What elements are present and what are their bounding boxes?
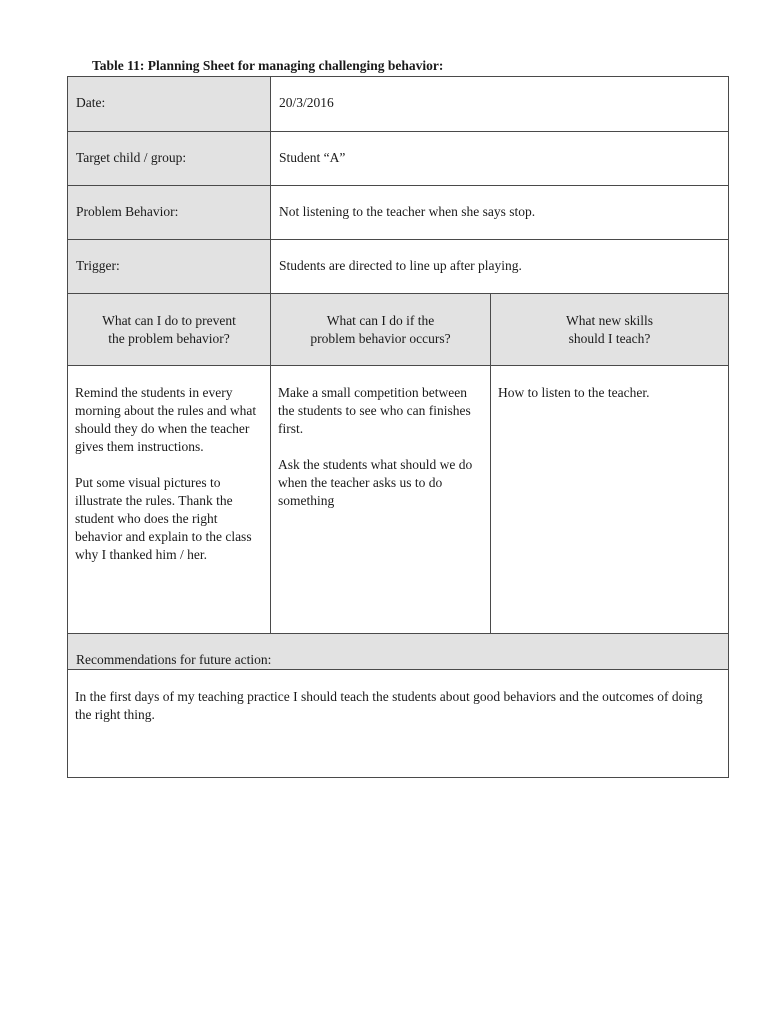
question-occurs [271, 294, 491, 365]
table-row-questions [68, 294, 728, 366]
answer-prevent [68, 366, 271, 633]
table-caption: Table 11: Planning Sheet for managing challenging behavior: [92, 58, 444, 73]
question-skills-line2: should I teach? [568, 331, 651, 346]
problem-behavior-value: Not listening to the teacher when she says stop. [279, 204, 536, 219]
table-row-problem-behavior [68, 186, 728, 240]
answer-prevent-paragraph-2: Put some visual pictures to illustrate the rules. Thank the student who does the right behavior and explain to the class why I thanked him / her. [75, 475, 252, 562]
answer-occurs-paragraph-2: Ask the students what should we do when the teacher asks us to do something [278, 457, 473, 508]
table-row-target [68, 132, 728, 186]
question-prevent-line1: What can I do to prevent [102, 313, 236, 328]
date-value: 20/3/2016 [279, 95, 334, 110]
target-label: Target child / group: [68, 132, 271, 185]
planning-sheet-table [67, 76, 729, 778]
question-skills-line1: What new skills [566, 313, 653, 328]
date-label: Date: [68, 77, 271, 131]
target-value: Student “A” [279, 150, 346, 165]
problem-behavior-label: Problem Behavior: [68, 186, 271, 239]
question-prevent [68, 294, 271, 365]
question-occurs-line2: problem behavior occurs? [310, 331, 451, 346]
answer-skills-paragraph-1: How to listen to the teacher. [498, 385, 650, 400]
question-prevent-line2: the problem behavior? [108, 331, 230, 346]
table-row-trigger [68, 240, 728, 294]
recommendations-label: Recommendations for future action: [68, 634, 728, 670]
answer-occurs [271, 366, 491, 633]
answer-prevent-paragraph-1: Remind the students in every morning about the rules and what should they do when the teacher gives them instructions. [75, 385, 257, 454]
question-occurs-line1: What can I do if the [326, 313, 435, 328]
question-skills [491, 294, 728, 365]
answer-occurs-paragraph-1: Make a small competition between the students to see who can finishes first. [278, 385, 471, 436]
answer-skills [491, 366, 728, 633]
table-row-answers [68, 366, 728, 634]
table-row-date [68, 77, 728, 132]
recommendations-text: In the first days of my teaching practice I should teach the students about good behaviors and the outcomes of doing the right thing. [75, 689, 703, 722]
trigger-value: Students are directed to line up after playing. [279, 258, 522, 273]
trigger-label: Trigger: [68, 240, 271, 293]
